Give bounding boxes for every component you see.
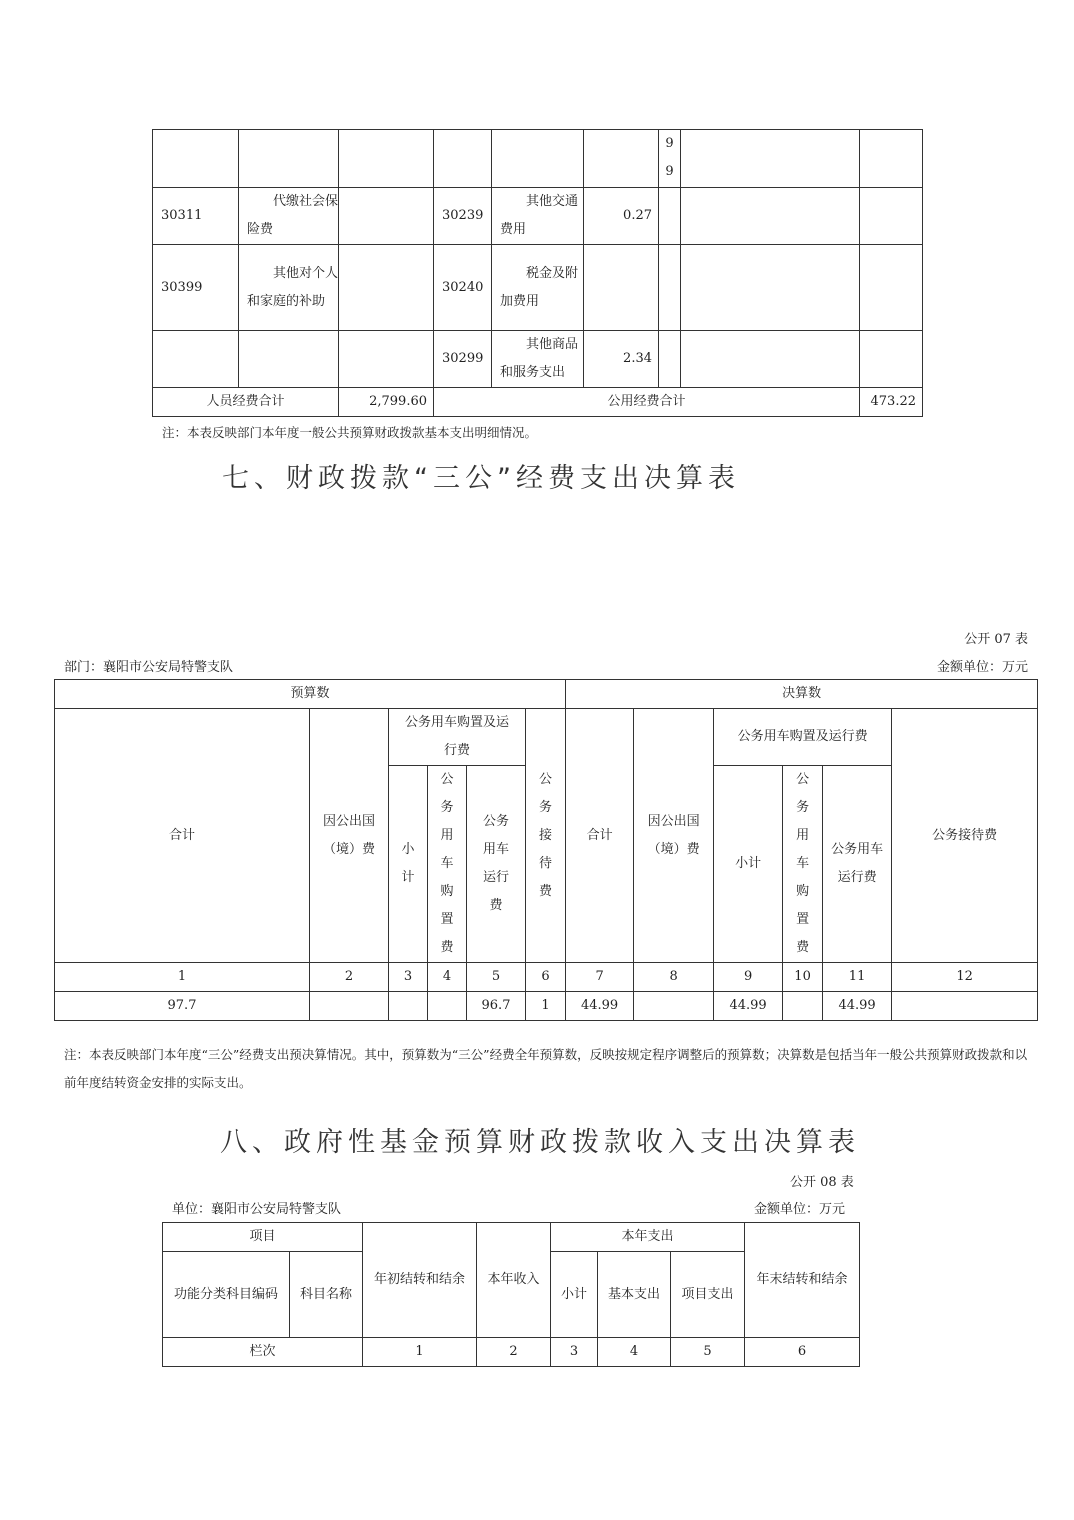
col-total: 合计 bbox=[55, 709, 310, 963]
personnel-total-label: 人员经费合计 bbox=[153, 388, 339, 417]
col-number: 9 bbox=[714, 963, 783, 992]
cell-amount bbox=[339, 331, 434, 388]
values-row bbox=[55, 992, 1038, 1021]
col-item: 项目 bbox=[163, 1223, 363, 1252]
cell-amount bbox=[339, 188, 434, 245]
col-abroad: 因公出国（境）费 bbox=[634, 709, 714, 963]
col-number: 10 bbox=[783, 963, 823, 992]
col-number: 12 bbox=[892, 963, 1038, 992]
table-row bbox=[153, 245, 923, 331]
value-cell bbox=[783, 992, 823, 1021]
continued-char: 9 bbox=[665, 164, 674, 179]
col-number: 5 bbox=[671, 1338, 745, 1367]
cell-amount: 2.34 bbox=[584, 331, 659, 388]
value-cell: 44.99 bbox=[566, 992, 634, 1021]
column-number-row bbox=[163, 1338, 860, 1367]
value-cell bbox=[389, 992, 428, 1021]
cell-code bbox=[153, 331, 239, 388]
personnel-total-value: 2,799.60 bbox=[339, 388, 434, 417]
public-total-value: 473.22 bbox=[860, 388, 923, 417]
col-car-run: 公务用车运行费 bbox=[467, 766, 526, 963]
col-total: 合计 bbox=[566, 709, 634, 963]
budget-header: 预算数 bbox=[55, 680, 566, 709]
col-car-group: 公务用车购置及运行费 bbox=[714, 709, 892, 766]
col-income: 本年收入 bbox=[477, 1223, 551, 1338]
cell-amount: 0.27 bbox=[584, 188, 659, 245]
col-car-purchase: 公务用车购置费 bbox=[428, 766, 467, 963]
value-cell: 44.99 bbox=[823, 992, 892, 1021]
col-end-balance: 年末结转和结余 bbox=[745, 1223, 860, 1338]
cell-code: 30239 bbox=[434, 188, 492, 245]
cell-amount bbox=[584, 245, 659, 331]
col-number: 8 bbox=[634, 963, 714, 992]
col-reception: 公务接待费 bbox=[892, 709, 1038, 963]
col-number: 7 bbox=[566, 963, 634, 992]
col-number: 2 bbox=[477, 1338, 551, 1367]
col-subject-name: 科目名称 bbox=[290, 1252, 363, 1338]
cell-name: 其他对个人和家庭的补助 bbox=[239, 245, 339, 331]
table-number: 公开 08 表 bbox=[790, 1175, 854, 1190]
table1-note: 注：本表反映部门本年度一般公共预算财政拨款基本支出明细情况。 bbox=[162, 425, 538, 440]
col-number: 6 bbox=[526, 963, 566, 992]
col-number: 4 bbox=[428, 963, 467, 992]
section7-note: 注：本表反映部门本年度“三公”经费支出预决算情况。其中，预算数为“三公”经费全年预算数，反映按规定程序调整后的预算数；决算数是包括当年一般公共预算财政拨款和以前年度结转资金安排的实际支出。 bbox=[64, 1047, 1028, 1090]
value-cell bbox=[428, 992, 467, 1021]
cell-code: 30299 bbox=[434, 331, 492, 388]
table-row bbox=[153, 130, 923, 188]
col-reception: 公务接待费 bbox=[526, 709, 566, 963]
gov-fund-table bbox=[162, 1222, 860, 1367]
col-subtotal: 小计 bbox=[551, 1252, 598, 1338]
value-cell bbox=[634, 992, 714, 1021]
basic-expense-detail-table bbox=[152, 129, 923, 417]
value-cell bbox=[892, 992, 1038, 1021]
cell-name: 其他商品和服务支出 bbox=[492, 331, 584, 388]
value-cell: 96.7 bbox=[467, 992, 526, 1021]
continued-char: 9 bbox=[665, 136, 674, 151]
public-total-label: 公用经费合计 bbox=[434, 388, 860, 417]
col-car-run: 公务用车运行费 bbox=[823, 766, 892, 963]
section8-title: 八、政府性基金预算财政拨款收入支出决算表 bbox=[220, 1127, 860, 1158]
three-public-expense-table bbox=[54, 679, 1038, 1021]
value-cell: 44.99 bbox=[714, 992, 783, 1021]
section7-title: 七、财政拨款“三公”经费支出决算表 bbox=[222, 463, 740, 494]
col-basic: 基本支出 bbox=[598, 1252, 671, 1338]
amount-unit-label: 金额单位：万元 bbox=[754, 1202, 846, 1217]
col-number: 1 bbox=[363, 1338, 477, 1367]
col-subtotal: 小计 bbox=[714, 766, 783, 963]
final-header: 决算数 bbox=[566, 680, 1038, 709]
total-row bbox=[153, 388, 923, 417]
row-label: 栏次 bbox=[163, 1338, 363, 1367]
table-number: 公开 07 表 bbox=[964, 632, 1028, 647]
cell-name: 税金及附加费用 bbox=[492, 245, 584, 331]
cell-code: 30399 bbox=[153, 245, 239, 331]
col-car-group: 公务用车购置及运行费 bbox=[389, 709, 526, 766]
col-number: 11 bbox=[823, 963, 892, 992]
table-row bbox=[153, 188, 923, 245]
col-number: 3 bbox=[551, 1338, 598, 1367]
value-cell: 97.7 bbox=[55, 992, 310, 1021]
cell-code: 30240 bbox=[434, 245, 492, 331]
column-number-row bbox=[55, 963, 1038, 992]
col-number: 5 bbox=[467, 963, 526, 992]
col-number: 2 bbox=[310, 963, 389, 992]
col-func-code: 功能分类科目编码 bbox=[163, 1252, 290, 1338]
value-cell bbox=[310, 992, 389, 1021]
cell-name: 其他交通费用 bbox=[492, 188, 584, 245]
cell-name bbox=[239, 331, 339, 388]
col-car-purchase: 公务用车购置费 bbox=[783, 766, 823, 963]
col-number: 4 bbox=[598, 1338, 671, 1367]
table-row bbox=[153, 331, 923, 388]
cell-code: 30311 bbox=[153, 188, 239, 245]
col-number: 1 bbox=[55, 963, 310, 992]
unit-department-label: 单位：襄阳市公安局特警支队 bbox=[172, 1202, 342, 1217]
col-abroad: 因公出国（境）费 bbox=[310, 709, 389, 963]
cell-name: 代缴社会保险费 bbox=[239, 188, 339, 245]
col-project: 项目支出 bbox=[671, 1252, 745, 1338]
cell-amount bbox=[339, 245, 434, 331]
value-cell: 1 bbox=[526, 992, 566, 1021]
col-begin-balance: 年初结转和结余 bbox=[363, 1223, 477, 1338]
col-number: 6 bbox=[745, 1338, 860, 1367]
col-subtotal: 小计 bbox=[389, 766, 428, 963]
col-number: 3 bbox=[389, 963, 428, 992]
col-expense: 本年支出 bbox=[551, 1223, 745, 1252]
amount-unit-label: 金额单位：万元 bbox=[936, 660, 1028, 675]
department-label: 部门：襄阳市公安局特警支队 bbox=[64, 660, 234, 675]
